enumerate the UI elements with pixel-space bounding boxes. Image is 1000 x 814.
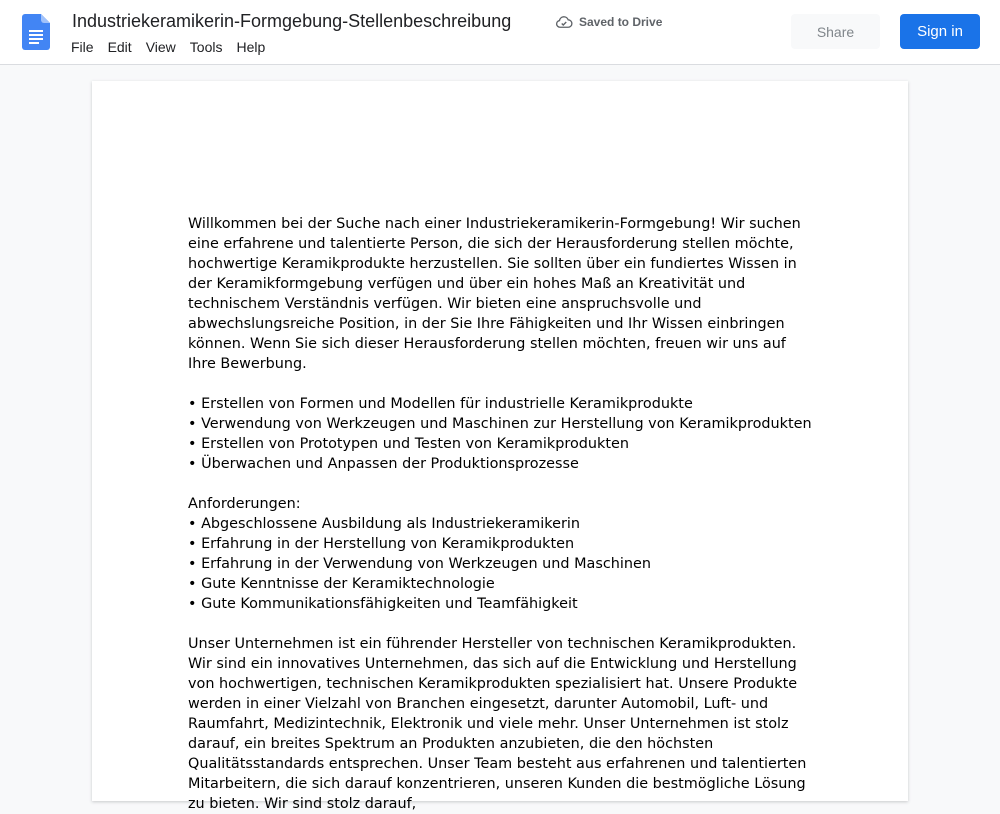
requirement-item: • Erfahrung in der Verwendung von Werkzeugen und Maschinen	[188, 556, 651, 572]
task-item: • Überwachen und Anpassen der Produktionsprozesse	[188, 456, 579, 472]
menu-tools[interactable]: Tools	[189, 39, 223, 55]
blank-line	[188, 614, 816, 634]
menu-file[interactable]: File	[71, 39, 94, 55]
cloud-done-icon	[555, 13, 573, 31]
requirement-item: • Gute Kommunikationsfähigkeiten und Teamfähigkeit	[188, 596, 578, 612]
requirement-item: • Gute Kenntnisse der Keramiktechnologie	[188, 576, 495, 592]
task-item: • Verwendung von Werkzeugen und Maschinen zur Herstellung von Keramikprodukten	[188, 416, 812, 432]
company-paragraph: Unser Unternehmen ist ein führender Hersteller von technischen Keramikprodukten. Wir sind ein innovatives Unternehmen, das sich auf die Entwicklung und Herstellung von hochwertigen, technischen Keramikprodukten spezialisiert hat. Unsere Produkte werden in einer Vielzahl von Branchen eingesetzt, darunter Automobil, Luft- und Raumfahrt, Medizintechnik, Elektronik und viele mehr. Unser Unternehmen ist stolz darauf, ein breites Spektrum an Produkten anzubieten, die den höchsten Qualitätsstandards entsprechen. Unser Team besteht aus erfahrenen und talentierten Mitarbeitern, die sich darauf konzentrieren, unseren Kunden die bestmögliche Lösung zu bieten. Wir sind stolz darauf,	[188, 636, 807, 812]
menu-edit[interactable]: Edit	[107, 39, 132, 55]
task-item: • Erstellen von Prototypen und Testen von Keramikprodukten	[188, 436, 629, 452]
document-body[interactable]	[188, 214, 816, 814]
share-button[interactable]: Share	[791, 14, 880, 49]
requirement-item: • Erfahrung in der Herstellung von Keramikprodukten	[188, 536, 575, 552]
task-item: • Erstellen von Formen und Modellen für industrielle Keramikprodukte	[188, 396, 693, 412]
blank-line	[188, 474, 816, 494]
requirement-item: • Abgeschlossene Ausbildung als Industriekeramikerin	[188, 516, 580, 532]
blank-line	[188, 374, 816, 394]
document-page[interactable]	[92, 81, 908, 812]
top-bar	[0, 0, 1000, 65]
menu-view[interactable]: View	[145, 39, 176, 55]
google-docs-icon[interactable]	[22, 14, 50, 50]
intro-paragraph: Willkommen bei der Suche nach einer Industriekeramikerin-Formgebung! Wir suchen eine erfahrene und talentierte Person, die sich der Herausforderung stellen möchte, hochwertige Keramikprodukte herzustellen. Sie sollten über ein fundiertes Wissen in der Keramikformgebung verfügen und über ein hohes Maß an Kreativität und technischem Verständnis verfügen. Wir bieten eine anspruchsvolle und abwechslungsreiche Position, in der Sie Ihre Fähigkeiten und Ihr Wissen einbringen können. Wenn Sie sich dieser Herausforderung stellen möchten, freuen wir uns auf Ihre Bewerbung.	[188, 216, 801, 372]
save-status	[555, 13, 662, 31]
save-status-text: Saved to Drive	[579, 15, 663, 29]
menu-bar	[64, 38, 272, 58]
menu-help[interactable]: Help	[236, 39, 266, 55]
document-title[interactable]: Industriekeramikerin-Formgebung-Stellenbeschreibung	[72, 11, 512, 31]
requirements-heading: Anforderungen:	[188, 496, 301, 512]
sign-in-button[interactable]: Sign in	[900, 14, 980, 49]
